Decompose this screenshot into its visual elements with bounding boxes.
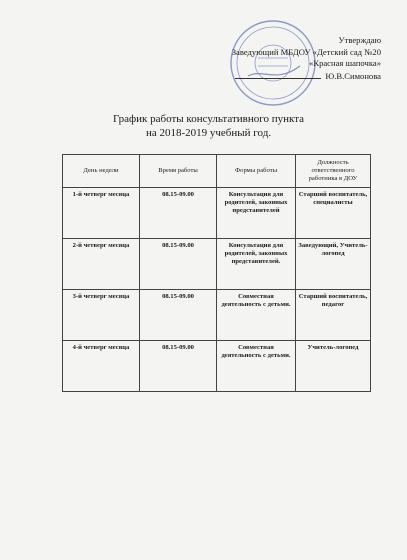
cell-time: 08.15-09.00 xyxy=(140,341,217,392)
cell-day: 2-й четверг месяца xyxy=(63,239,140,290)
cell-day: 4-й четверг месяца xyxy=(63,341,140,392)
approver-name: Ю.В.Симонова xyxy=(325,70,381,81)
approval-position: Заведующий МБДОУ «Детский сад №20 xyxy=(231,46,381,57)
table-header-row xyxy=(63,155,371,188)
cell-time: 08.15-09.00 xyxy=(140,239,217,290)
cell-form: Совместная деятельность с детьми. xyxy=(217,341,296,392)
cell-form: Консультация для родителей, законных представителей. xyxy=(217,239,296,290)
signature-line xyxy=(235,70,321,79)
cell-form: Совместная деятельность с детьми. xyxy=(217,290,296,341)
cell-time: 08.15-09.00 xyxy=(140,188,217,239)
cell-position: Старший воспитатель, педагог xyxy=(296,290,371,341)
document-title: График работы консультативного пункта xyxy=(112,113,305,125)
table-row xyxy=(63,188,371,239)
column-header-forms: Формы работы xyxy=(217,155,296,188)
cell-position: Старший воспитатель, специалисты xyxy=(296,188,371,239)
schedule-table xyxy=(62,154,371,392)
document-subtitle: на 2018-2019 учебный год. xyxy=(145,127,272,139)
cell-position: Заведующий, Учитель-логопед xyxy=(296,239,371,290)
table-row xyxy=(63,239,371,290)
cell-position: Учитель-логопед xyxy=(296,341,371,392)
column-header-time: Время работы xyxy=(140,155,217,188)
column-header-position: Должность ответственного работника в ДОУ xyxy=(296,155,371,188)
table-row xyxy=(63,341,371,392)
cell-day: 1-й четверг месяца xyxy=(63,188,140,239)
cell-day: 3-й четверг месяца xyxy=(63,290,140,341)
cell-form: Консультация для родителей, законных представителей xyxy=(217,188,296,239)
approval-heading: Утверждаю xyxy=(338,35,381,45)
column-header-day: День недели xyxy=(63,155,140,188)
approval-block xyxy=(232,35,381,82)
table-row xyxy=(63,290,371,341)
approval-signature-row xyxy=(232,70,381,83)
approval-kindergarten-name: «Красная шапочка» xyxy=(309,58,381,68)
cell-time: 08.15-09.00 xyxy=(140,290,217,341)
